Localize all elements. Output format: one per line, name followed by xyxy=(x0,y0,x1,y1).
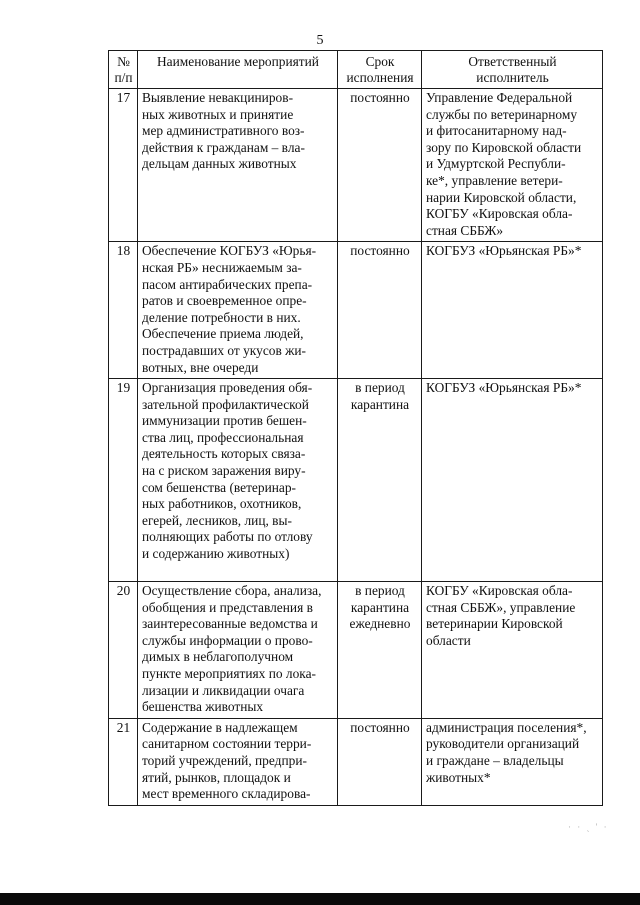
execution-term xyxy=(338,718,422,805)
header-text: Ответственный xyxy=(468,54,557,69)
table-row xyxy=(109,89,603,242)
measure-name-line: деятельность которых связа- xyxy=(142,446,306,462)
measure-name xyxy=(138,718,338,805)
measure-name-line: мер административного воз- xyxy=(142,123,305,139)
responsible-executor-line: администрация поселения*, xyxy=(426,719,587,735)
header-text: исполнитель xyxy=(476,70,549,85)
measure-name-line: ных работников, охотников, xyxy=(142,496,302,512)
responsible-executor-line: стная СББЖ» xyxy=(426,222,504,238)
row-number: 20 xyxy=(109,582,138,719)
measure-name-line: ства лиц, профессиональная xyxy=(142,429,304,445)
row-number: 17 xyxy=(109,89,138,242)
header-responsible xyxy=(422,51,603,89)
measure-name-line: на с риском заражения виру- xyxy=(142,463,306,479)
execution-term-line: постоянно xyxy=(350,719,410,735)
responsible-executor xyxy=(422,379,603,582)
execution-term-line: в период xyxy=(355,380,405,396)
measure-name-line: действия к гражданам – вла- xyxy=(142,139,305,155)
measure-name-line: торий учреждений, предпри- xyxy=(142,753,307,769)
execution-term-line: постоянно xyxy=(350,243,410,259)
measures-table xyxy=(108,50,603,806)
header-text: Срок xyxy=(365,54,395,69)
table-row xyxy=(109,582,603,719)
responsible-executor-line: КОГБУ «Кировская обла- xyxy=(426,583,573,599)
responsible-executor-line: службы по ветеринарному xyxy=(426,106,578,122)
responsible-executor xyxy=(422,242,603,379)
responsible-executor xyxy=(422,89,603,242)
header-name xyxy=(138,51,338,89)
measure-name-line: дельцам данных животных xyxy=(142,156,297,172)
measure-name-line: обобщения и представления в xyxy=(142,599,313,615)
responsible-executor-line: и Удмуртской Республи- xyxy=(426,156,566,172)
measure-name-line: пострадавших от укусов жи- xyxy=(142,342,307,358)
measure-name-line: егерей, лесников, лиц, вы- xyxy=(142,512,292,528)
execution-term xyxy=(338,379,422,582)
responsible-executor xyxy=(422,718,603,805)
measure-name-line: димых в неблагополучном xyxy=(142,649,294,665)
row-number: 18 xyxy=(109,242,138,379)
execution-term xyxy=(338,89,422,242)
table-row xyxy=(109,718,603,805)
responsible-executor-line: и фитосанитарному над- xyxy=(426,123,567,139)
responsible-executor-line: нарии Кировской области, xyxy=(426,189,577,205)
measure-name-line: ятий, рынков, площадок и xyxy=(142,769,291,785)
measure-name xyxy=(138,582,338,719)
measure-name-line: сом бешенства (ветеринар- xyxy=(142,479,297,495)
measure-name-line: полняющих работы по отлову xyxy=(142,529,313,545)
measure-name-line: Обеспечение приема людей, xyxy=(142,326,304,342)
execution-term-line: ежедневно xyxy=(349,616,411,632)
measure-name-line: ратов и своевременное опре- xyxy=(142,293,307,309)
measure-name-line: Содержание в надлежащем xyxy=(142,719,298,735)
responsible-executor-line: Управление Федеральной xyxy=(426,90,573,105)
measure-name-line: иммунизации против бешен- xyxy=(142,413,307,429)
responsible-executor-line: ветеринарии Кировской xyxy=(426,616,563,632)
scan-edge xyxy=(0,893,640,905)
execution-term-line: постоянно xyxy=(350,90,410,105)
measure-name-line: пункте мероприятиях по лока- xyxy=(142,666,317,682)
measure-name-line: Осуществление сбора, анализа, xyxy=(142,583,322,599)
measure-name-line: деление потребности в них. xyxy=(142,309,301,325)
measure-name-line: и содержанию животных) xyxy=(142,546,290,562)
responsible-executor-line: КОГБУ «Кировская обла- xyxy=(426,206,573,222)
header-text: п/п xyxy=(114,70,133,85)
table-row xyxy=(109,242,603,379)
measure-name xyxy=(138,379,338,582)
measure-name-line: заинтересованные ведомства и xyxy=(142,616,318,632)
responsible-executor-line: стная СББЖ», управление xyxy=(426,599,576,615)
execution-term xyxy=(338,582,422,719)
responsible-executor-line: КОГБУЗ «Юрьянская РБ»* xyxy=(426,380,582,396)
measure-name-line: мест временного складирова- xyxy=(142,786,311,802)
measure-name-line: санитарном состоянии терри- xyxy=(142,736,312,752)
row-number: 19 xyxy=(109,379,138,582)
measure-name-line: бешенства животных xyxy=(142,699,264,715)
responsible-executor-line: и граждане – владельцы xyxy=(426,753,564,769)
measure-name-line: нская РБ» неснижаемым за- xyxy=(142,259,302,275)
measure-name-line: пасом антирабических препа- xyxy=(142,276,313,292)
scan-marks: · · ˏ ' · xyxy=(568,822,609,832)
execution-term xyxy=(338,242,422,379)
measure-name-line: ных животных и принятие xyxy=(142,106,294,122)
header-term xyxy=(338,51,422,89)
measure-name xyxy=(138,89,338,242)
table-row xyxy=(109,379,603,582)
page-number: 5 xyxy=(316,33,324,48)
measure-name-line: лизации и ликвидации очага xyxy=(142,682,305,698)
responsible-executor-line: животных* xyxy=(426,769,491,785)
measure-name-line: Обеспечение КОГБУЗ «Юрья- xyxy=(142,243,317,259)
measure-name-line: Организация проведения обя- xyxy=(142,380,313,396)
row-number: 21 xyxy=(109,718,138,805)
header-text: Наименование мероприятий xyxy=(157,54,319,69)
execution-term-line: карантина xyxy=(350,599,410,615)
header-number xyxy=(109,51,138,89)
execution-term-line: карантина xyxy=(350,396,410,412)
header-text: исполнения xyxy=(346,70,414,85)
measure-name-line: Выявление невакциниров- xyxy=(142,90,294,105)
responsible-executor-line: ке*, управление ветери- xyxy=(426,172,563,188)
header-text: № xyxy=(117,54,130,69)
responsible-executor-line: КОГБУЗ «Юрьянская РБ»* xyxy=(426,243,582,259)
responsible-executor-line: зору по Кировской области xyxy=(426,139,582,155)
measure-name xyxy=(138,242,338,379)
table-header-row xyxy=(109,51,603,89)
measure-name-line: службы информации о прово- xyxy=(142,632,313,648)
execution-term-line: в период xyxy=(355,583,405,599)
responsible-executor-line: области xyxy=(426,632,471,648)
measure-name-line: вотных, вне очереди xyxy=(142,359,259,375)
responsible-executor-line: руководители организаций xyxy=(426,736,580,752)
responsible-executor xyxy=(422,582,603,719)
measure-name-line: зательной профилактической xyxy=(142,396,309,412)
